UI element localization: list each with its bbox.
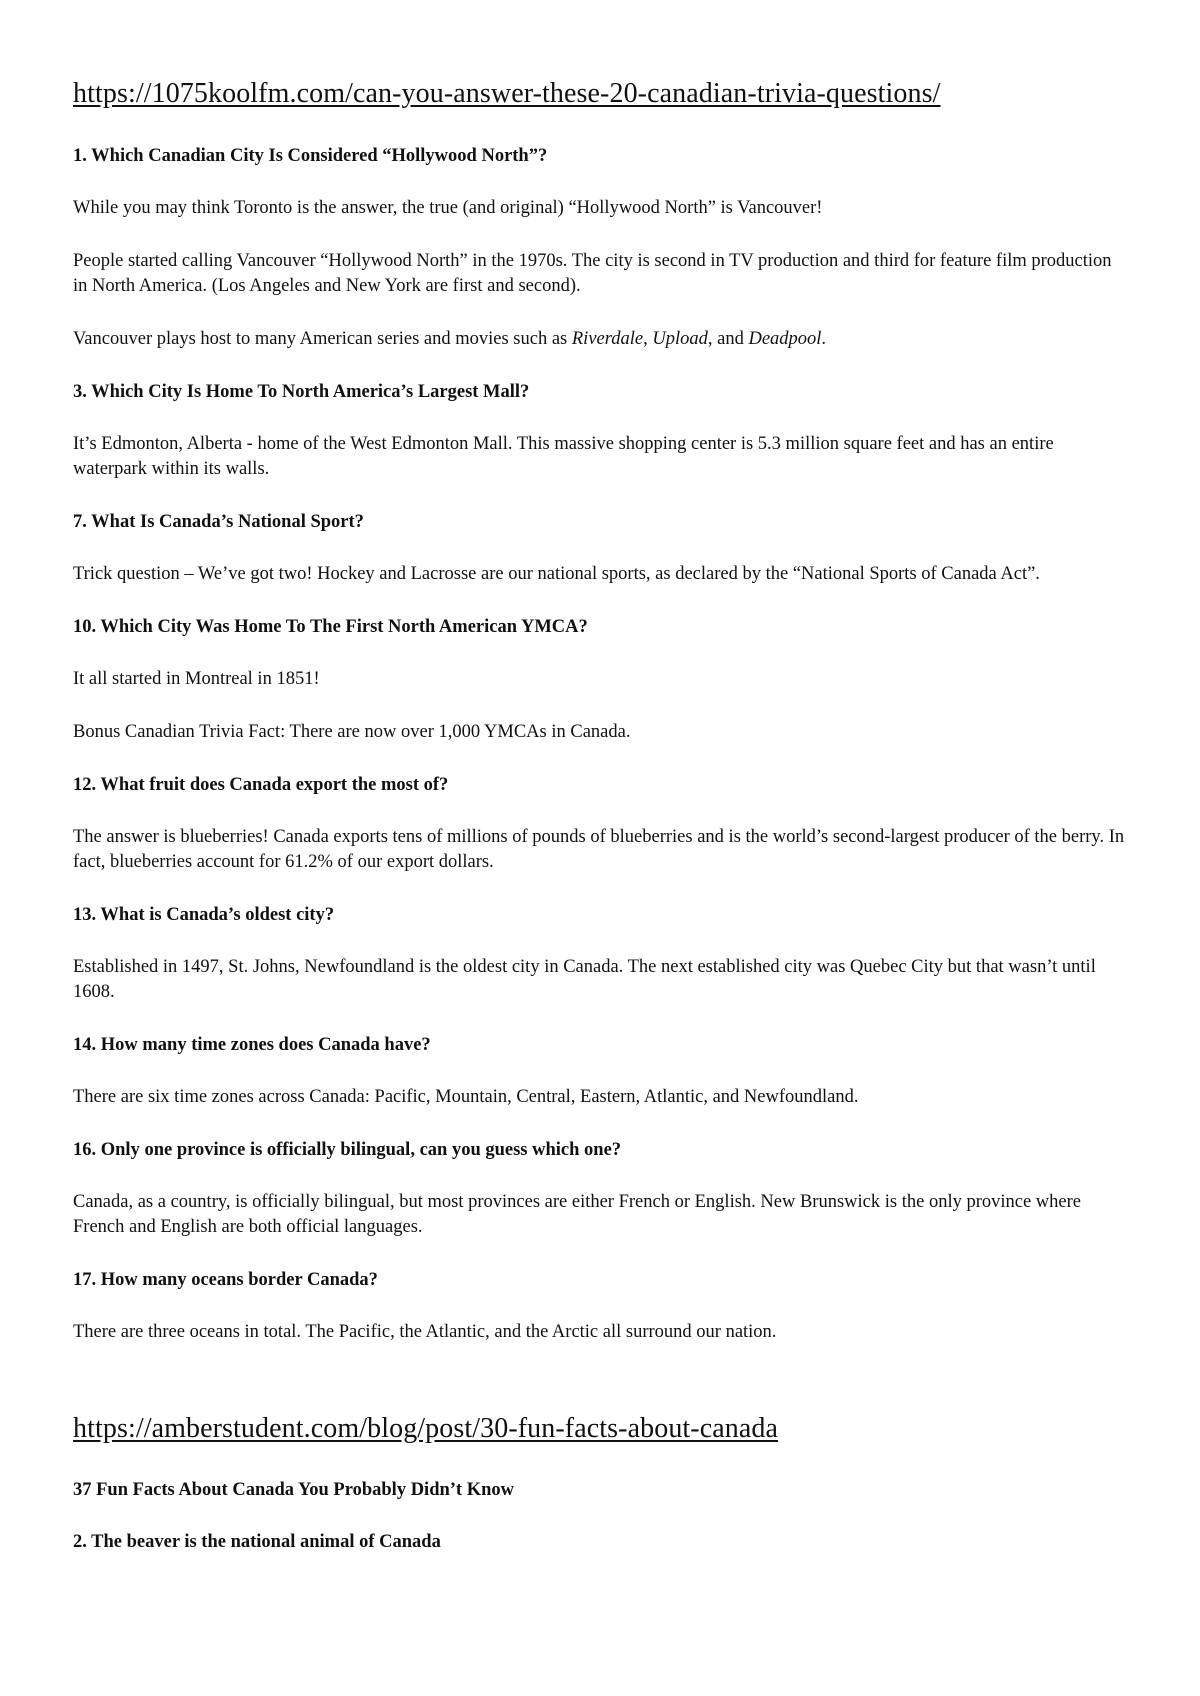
question-7-heading: 7. What Is Canada’s National Sport?: [73, 512, 364, 532]
question-10-heading: 10. Which City Was Home To The First North American YMCA?: [73, 617, 588, 637]
question-1-answer-1: While you may think Toronto is the answer, the true (and original) “Hollywood North” is Vancouver!: [73, 198, 823, 218]
answer-text: .: [821, 329, 827, 349]
question-1-heading: 1. Which Canadian City Is Considered “Hollywood North”?: [73, 146, 548, 166]
answer-text: Vancouver plays host to many American series and movies such as: [73, 329, 572, 349]
question-3-answer: It’s Edmonton, Alberta - home of the West Edmonton Mall. This massive shopping center is 5.3 million square feet and has an entire waterpark within its walls.: [73, 434, 1054, 479]
source-link-koolfm[interactable]: https://1075koolfm.com/can-you-answer-these-20-canadian-trivia-questions/: [73, 78, 941, 109]
answer-text: , and: [707, 329, 749, 349]
question-12-heading: 12. What fruit does Canada export the most of?: [73, 775, 449, 795]
question-17-answer: There are three oceans in total. The Pacific, the Atlantic, and the Arctic all surround our nation.: [73, 1322, 777, 1342]
question-14-heading: 14. How many time zones does Canada have?: [73, 1035, 431, 1055]
question-10-answer-2: Bonus Canadian Trivia Fact: There are now over 1,000 YMCAs in Canada.: [73, 722, 631, 742]
question-1-answer-2: People started calling Vancouver “Hollywood North” in the 1970s. The city is second in TV production and third for feature film production in North America. (Los Angeles and New York are first and second).: [73, 251, 1112, 296]
question-13-heading: 13. What is Canada’s oldest city?: [73, 905, 335, 925]
question-13-answer: Established in 1497, St. Johns, Newfoundland is the oldest city in Canada. The next established city was Quebec City but that wasn’t until 1608.: [73, 957, 1096, 1002]
question-14-answer: There are six time zones across Canada: Pacific, Mountain, Central, Eastern, Atlantic, and Newfoundland.: [73, 1087, 859, 1107]
question-17-heading: 17. How many oceans border Canada?: [73, 1270, 378, 1290]
title-upload: Upload: [652, 329, 708, 349]
title-riverdale: Riverdale: [571, 329, 644, 349]
question-10-answer-1: It all started in Montreal in 1851!: [73, 669, 320, 689]
fun-facts-title: 37 Fun Facts About Canada You Probably Didn’t Know: [73, 1480, 515, 1500]
source-link-amberstudent[interactable]: https://amberstudent.com/blog/post/30-fun-facts-about-canada: [73, 1413, 779, 1444]
question-16-answer: Canada, as a country, is officially bilingual, but most provinces are either French or English. New Brunswick is the only province where French and English are both official languages.: [73, 1192, 1081, 1237]
title-deadpool: Deadpool: [748, 329, 822, 349]
question-1-answer-3: [73, 327, 1128, 352]
question-3-heading: 3. Which City Is Home To North America’s Largest Mall?: [73, 382, 530, 402]
question-16-heading: 16. Only one province is officially bilingual, can you guess which one?: [73, 1140, 622, 1160]
question-12-answer: The answer is blueberries! Canada exports tens of millions of pounds of blueberries and is the world’s second-largest producer of the berry. In fact, blueberries account for 61.2% of our export dollars.: [73, 827, 1125, 872]
question-7-answer: Trick question – We’ve got two! Hockey and Lacrosse are our national sports, as declared by the “National Sports of Canada Act”.: [73, 564, 1040, 584]
answer-text: ,: [643, 329, 653, 349]
fun-fact-2-heading: 2. The beaver is the national animal of Canada: [73, 1532, 441, 1552]
